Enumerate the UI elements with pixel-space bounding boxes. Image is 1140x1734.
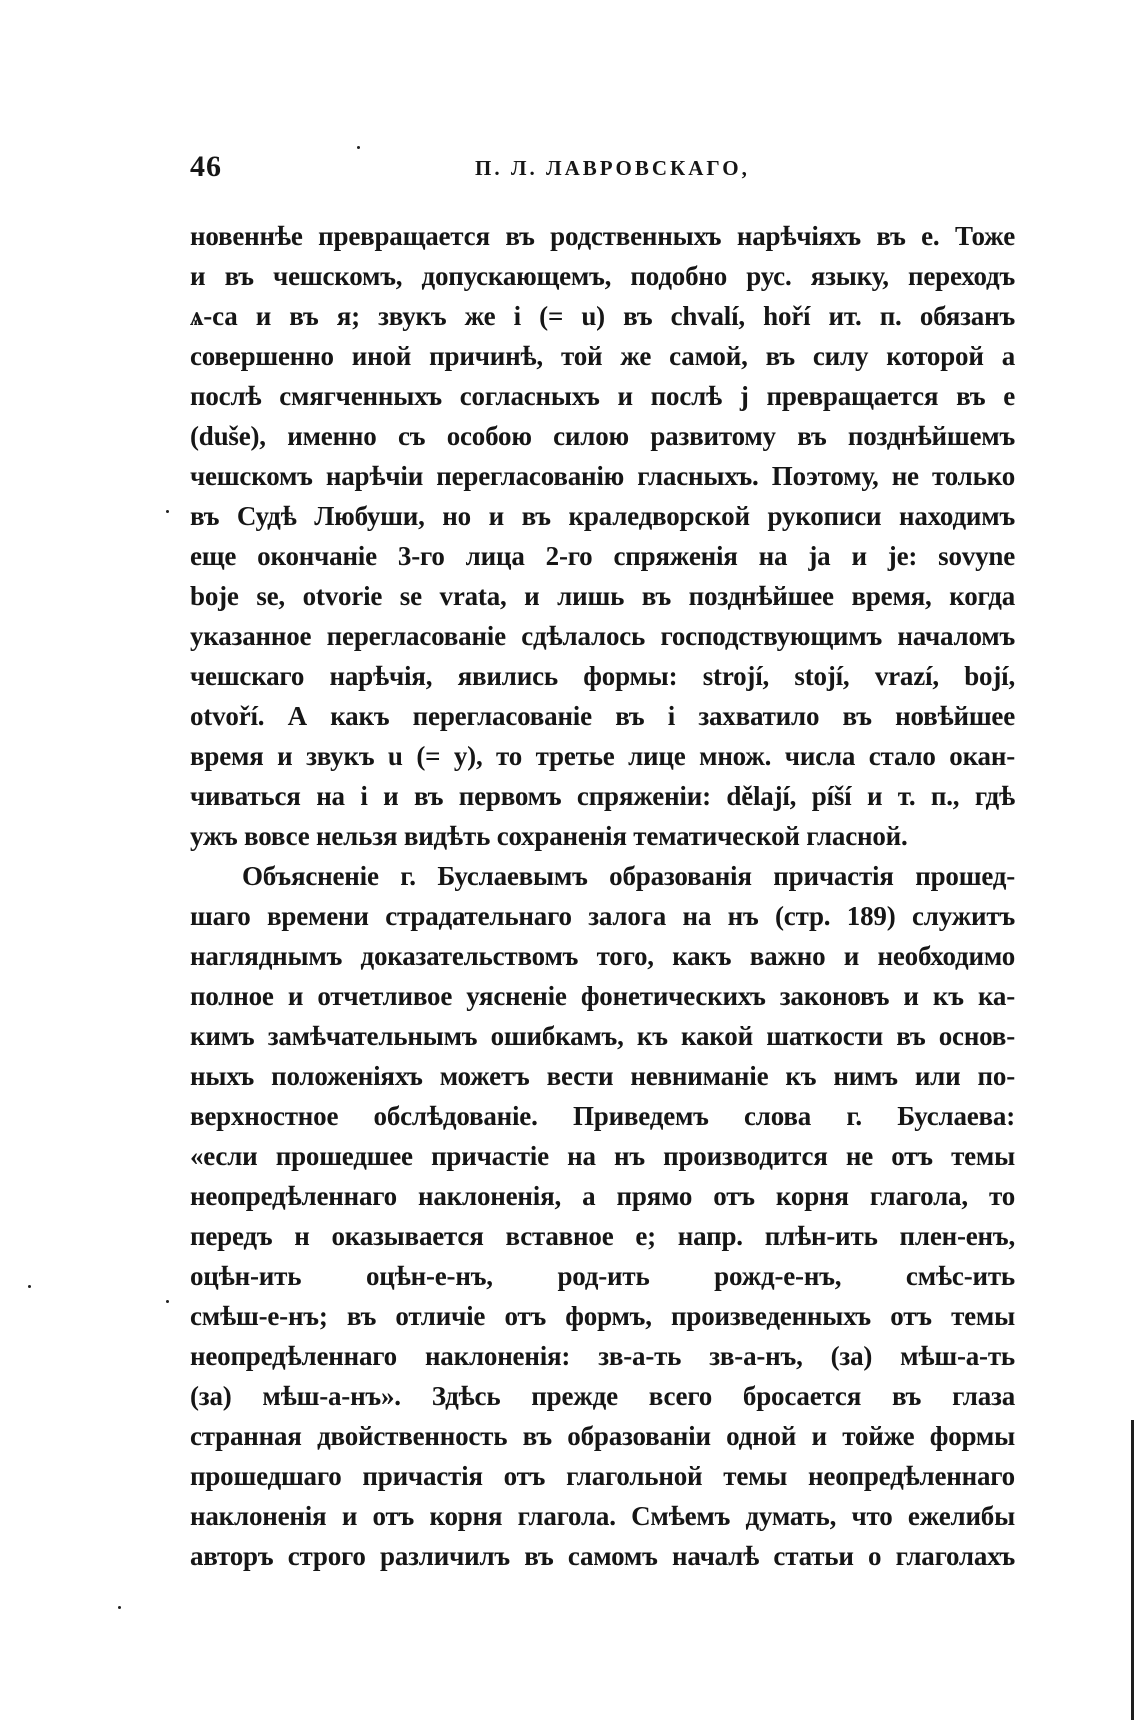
text-line: ѧ-са и въ я; звукъ же і (= u) въ chvalí, hoří ит. п. обязанъ xyxy=(190,301,1015,331)
text-line: ныхъ положеніяхъ можетъ вести невниманіе къ нимъ или по- xyxy=(190,1061,1015,1091)
text-line: (duše), именно съ особою силою развитому въ позднѣйшемъ xyxy=(190,421,1015,451)
text-line: послѣ смягченныхъ согласныхъ и послѣ j превращается въ e xyxy=(190,381,1015,411)
text-line: чешскомъ нарѣчіи перегласованію гласныхъ. Поэтому, не только xyxy=(190,461,1015,491)
body-text xyxy=(190,216,1015,1576)
text-line: шаго времени страдательнаго залога на нъ (стр. 189) служитъ xyxy=(190,901,1015,931)
text-line: (за) мѣш-а-нъ». Здѣсь прежде всего бросается въ глаза xyxy=(190,1381,1015,1411)
text-line: полное и отчетливое уясненіе фонетическихъ законовъ и къ ка- xyxy=(190,981,1015,1011)
text-line: нагляднымъ доказательствомъ того, какъ важно и необходимо xyxy=(190,941,1015,971)
text-line: неопредѣленнаго наклоненія: зв-а-ть зв-а-нъ, (за) мѣш-а-ть xyxy=(190,1341,1015,1371)
text-line: совершенно иной причинѣ, той же самой, въ силу которой a xyxy=(190,341,1015,371)
running-title: П. Л. ЛАВРОВСКАГО, xyxy=(475,156,750,180)
text-line: оцѣн-ить оцѣн-е-нъ, род-ить рожд-е-нъ, смѣс-ить xyxy=(190,1261,1015,1291)
text-line: странная двойственность въ образованіи одной и тойже формы xyxy=(190,1421,1015,1451)
text-line: въ Судѣ Любуши, но и въ краледворской рукописи находимъ xyxy=(190,501,1015,531)
text-line: «если прошедшее причастіе на нъ производится не отъ темы xyxy=(190,1141,1015,1171)
text-line: передъ н оказывается вставное е; напр. плѣн-ить плен-енъ, xyxy=(190,1221,1015,1251)
text-line: otvoří. А какъ перегласованіе въ і захватило въ новѣйшее xyxy=(190,701,1015,731)
text-line: прошедшаго причастія отъ глагольной темы неопредѣленнаго xyxy=(190,1461,1015,1491)
page-edge-rule xyxy=(1131,1420,1134,1720)
text-line: авторъ строго различилъ въ самомъ началѣ статьи о глаголахъ xyxy=(190,1541,1015,1571)
text-line: boje se, otvorie se vrata, и лишь въ позднѣйшее время, когда xyxy=(190,581,1015,611)
text-line: смѣш-е-нъ; въ отличіе отъ формъ, произведенныхъ отъ темы xyxy=(190,1301,1015,1331)
text-line: новеннѣе превращается въ родственныхъ нарѣчіяхъ въ е. Тоже xyxy=(190,221,1015,251)
text-line: время и звукъ u (= y), то третье лице множ. числа стало окан- xyxy=(190,741,1015,771)
text-line: указанное перегласованіе сдѣлалось господствующимъ началомъ xyxy=(190,621,1015,651)
text-line-paragraph-start: Объясненіе г. Буслаевымъ образованія причастія прошед- xyxy=(242,861,1015,891)
text-line: наклоненія и отъ корня глагола. Смѣемъ думать, что ежелибы xyxy=(190,1501,1015,1531)
running-head xyxy=(190,150,1015,190)
text-line: верхностное обслѣдованіе. Приведемъ слова г. Буслаева: xyxy=(190,1101,1015,1131)
text-line: и въ чешскомъ, допускающемъ, подобно рус. языку, переходъ xyxy=(190,261,1015,291)
text-line: чешскаго нарѣчія, явились формы: strojí, stojí, vrazí, bojí, xyxy=(190,661,1015,691)
text-line: еще окончаніе 3-го лица 2-го спряженія на ja и je: sovyne xyxy=(190,541,1015,571)
text-line: кимъ замѣчательнымъ ошибкамъ, къ какой шаткости въ основ- xyxy=(190,1021,1015,1051)
text-line: ужъ вовсе нельзя видѣть сохраненія тематической гласной. xyxy=(190,821,908,851)
text-line: неопредѣленнаго наклоненія, а прямо отъ корня глагола, то xyxy=(190,1181,1015,1211)
text-line: чиваться на і и въ первомъ спряженіи: dělají, píší и т. п., гдѣ xyxy=(190,781,1015,811)
page-number: 46 xyxy=(190,150,222,183)
